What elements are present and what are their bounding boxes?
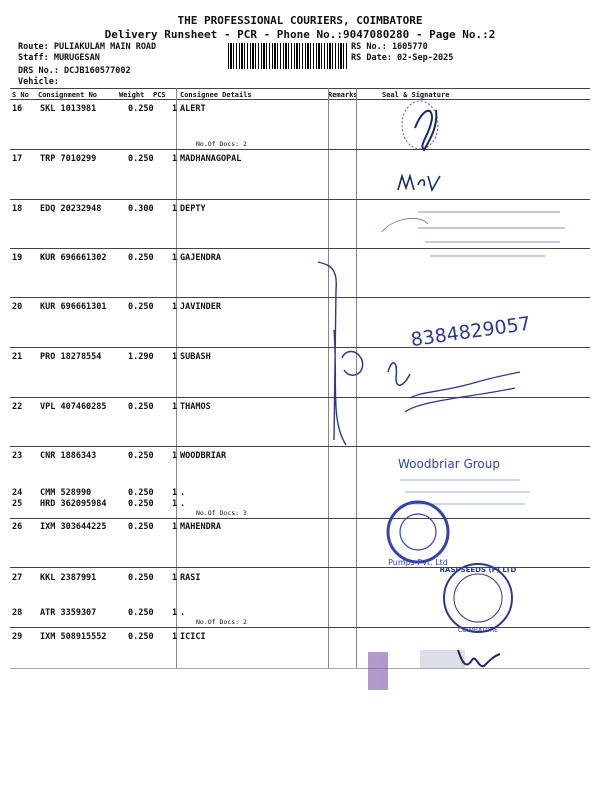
row-sno: 20: [12, 302, 23, 312]
row-pcs: 1: [172, 451, 178, 461]
row-consignment: VPL 407460285: [40, 402, 107, 412]
row-consignment: PRO 18278554: [40, 352, 102, 362]
row-weight: 0.250: [128, 302, 154, 312]
row-sno: 21: [12, 352, 23, 362]
col-remarks: Remarks: [328, 91, 358, 99]
row-pcs: 1: [172, 204, 178, 214]
row-weight: 0.250: [128, 253, 154, 263]
row-consignment: ATR 3359307: [40, 608, 97, 618]
drs-number: DRS No.: DCJB160577002: [18, 66, 131, 76]
row-pcs: 1: [172, 488, 178, 498]
rs-number: RS No.: 1605770: [351, 42, 428, 52]
row-sno: 17: [12, 154, 23, 164]
row-pcs: 1: [172, 402, 178, 412]
row-weight: 0.250: [128, 154, 154, 164]
tamil-stamp-row-18: [382, 212, 565, 256]
row-pcs: 1: [172, 302, 178, 312]
col-seal: Seal & Signature: [382, 91, 450, 99]
row-consignment: KKL 2387991: [40, 573, 97, 583]
row-weight: 0.300: [128, 204, 154, 214]
row-pcs: 1: [172, 522, 178, 532]
row-pcs: 1: [172, 352, 178, 362]
rs-date: RS Date: 02-Sep-2025: [351, 53, 454, 63]
row-sno: 23: [12, 451, 23, 461]
svg-text:Pumps Pvt. Ltd: Pumps Pvt. Ltd: [388, 558, 448, 567]
pumps-seal: [388, 502, 448, 567]
row-docs: No.Of Docs: 2: [196, 140, 247, 148]
row-weight: 0.250: [128, 522, 154, 532]
row-weight: 0.250: [128, 488, 154, 498]
col-pcs: PCS: [153, 91, 166, 99]
row-sno: 22: [12, 402, 23, 412]
svg-text:RASI SEEDS (P) LTD: RASI SEEDS (P) LTD: [439, 566, 517, 574]
row-consignment: IXM 508915552: [40, 632, 107, 642]
row-consignee: DEPTY: [180, 204, 206, 214]
row-weight: 1.290: [128, 352, 154, 362]
seal-row-16: [402, 101, 438, 149]
col-consignee: Consignee Details: [180, 91, 252, 99]
row-consignment: HRD 362095984: [40, 499, 107, 509]
document-title: THE PROFESSIONAL COURIERS, COIMBATORE: [177, 14, 423, 27]
row-consignee: .: [180, 608, 186, 618]
row-sno: 26: [12, 522, 23, 532]
smudge-stamp-row-29: [368, 650, 465, 690]
row-consignee: ICICI: [180, 632, 206, 642]
row-consignee: WOODBRIAR: [180, 451, 227, 461]
handwritten-phone: 8384829057: [409, 312, 533, 352]
row-sno: 18: [12, 204, 23, 214]
route-label: Route: PULIAKULAM MAIN ROAD: [18, 42, 157, 52]
row-pcs: 1: [172, 253, 178, 263]
row-sno: 19: [12, 253, 23, 263]
row-pcs: 1: [172, 154, 178, 164]
row-weight: 0.250: [128, 573, 154, 583]
row-pcs: 1: [172, 104, 178, 114]
row-consignee: .: [180, 488, 186, 498]
row-docs: No.Of Docs: 2: [196, 618, 247, 626]
row-sno: 29: [12, 632, 23, 642]
row-sno: 16: [12, 104, 23, 114]
svg-text:Woodbriar Group: Woodbriar Group: [398, 457, 500, 471]
signature-row-17: [398, 176, 440, 190]
row-consignment: IXM 303644225: [40, 522, 107, 532]
row-consignee: MADHANAGOPAL: [180, 154, 242, 164]
signature-row-22: [405, 372, 520, 412]
signature-row-21: [342, 352, 410, 386]
row-consignment: SKL 1013981: [40, 104, 97, 114]
row-weight: 0.250: [128, 402, 154, 412]
row-consignee: SUBASH: [180, 352, 211, 362]
row-consignment: CNR 1886343: [40, 451, 97, 461]
svg-text:COIMBATORE: COIMBATORE: [458, 627, 498, 634]
row-pcs: 1: [172, 573, 178, 583]
vehicle-label: Vehicle:: [18, 77, 59, 87]
bracket-mark: [318, 262, 346, 445]
signature-row-16: [415, 110, 436, 150]
row-weight: 0.250: [128, 104, 154, 114]
woodbriar-stamp: [398, 457, 530, 504]
row-weight: 0.250: [128, 608, 154, 618]
col-sno: S No: [12, 91, 29, 99]
row-docs: No.Of Docs: 3: [196, 509, 247, 517]
row-pcs: 1: [172, 632, 178, 642]
row-pcs: 1: [172, 608, 178, 618]
row-consignee: ALERT: [180, 104, 206, 114]
row-consignee: THAMOS: [180, 402, 211, 412]
row-weight: 0.250: [128, 499, 154, 509]
row-consignment: CMM 528990: [40, 488, 92, 498]
col-weight: Weight: [119, 91, 145, 99]
row-sno: 27: [12, 573, 23, 583]
row-consignment: KUR 696661302: [40, 253, 107, 263]
row-consignee: RASI: [180, 573, 201, 583]
row-consignee: JAVINDER: [180, 302, 221, 312]
row-consignee: MAHENDRA: [180, 522, 221, 532]
rasi-seeds-seal: [440, 564, 517, 634]
row-consignee: .: [180, 499, 186, 509]
col-consignment: Consignment No: [38, 91, 98, 99]
row-sno: 24: [12, 488, 23, 498]
row-sno: 28: [12, 608, 23, 618]
row-weight: 0.250: [128, 451, 154, 461]
row-consignment: KUR 696661301: [40, 302, 107, 312]
row-consignee: GAJENDRA: [180, 253, 221, 263]
row-consignment: TRP 7010299: [40, 154, 97, 164]
document-subtitle: Delivery Runsheet - PCR - Phone No.:9047080280 - Page No.:2: [104, 28, 496, 41]
staff-label: Staff: MURUGESAN: [18, 53, 100, 63]
row-consignment: EDQ 20232948: [40, 204, 102, 214]
row-sno: 25: [12, 499, 23, 509]
row-pcs: 1: [172, 499, 178, 509]
row-weight: 0.250: [128, 632, 154, 642]
